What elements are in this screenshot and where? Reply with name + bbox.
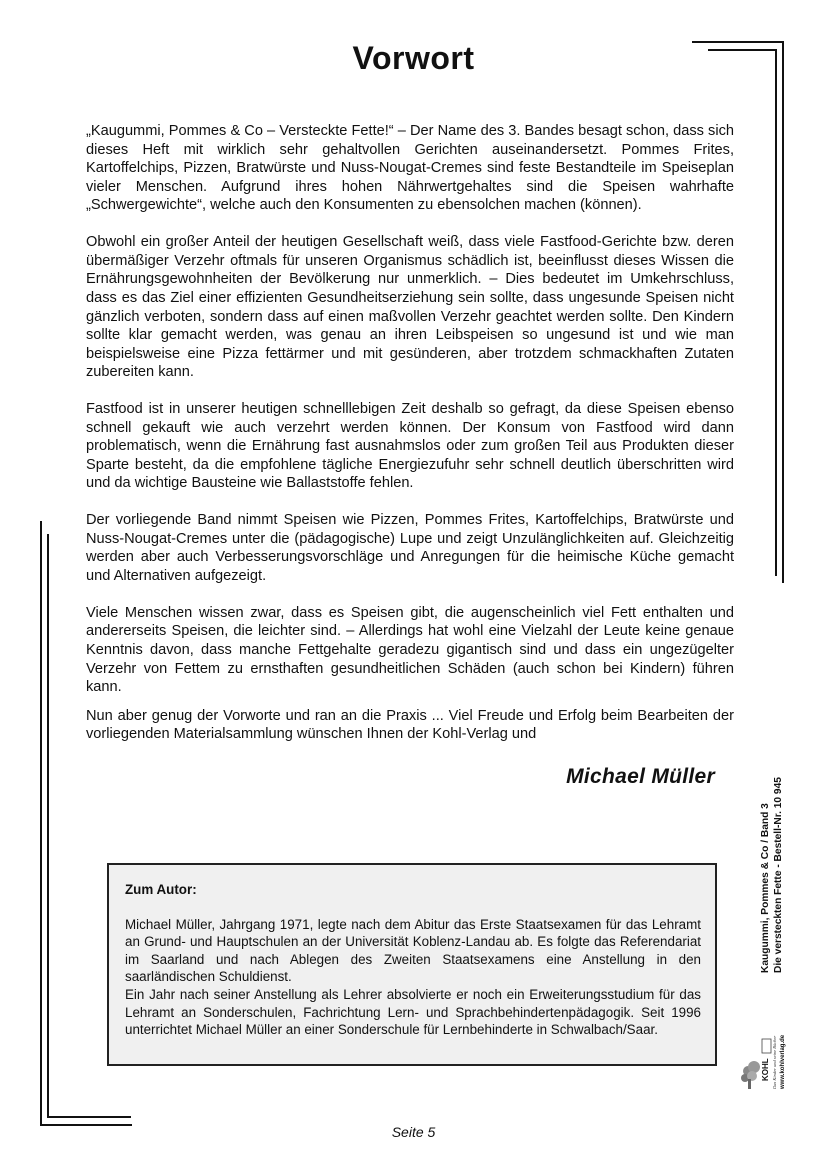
side-label-line-1: Kaugummi, Pommes & Co / Band 3: [760, 803, 771, 973]
preface-paragraph-1: „Kaugummi, Pommes & Co – Versteckte Fette!“ – Der Name des 3. Bandes besagt schon, dass sich dieses Heft mit wirklich sehr gehaltvollen Gerichten auseinandersetzt. Pommes Frites, Kartoffelchips, Pizzen, Bratwürste und Nuss-Nougat-Cremes sind feste Bestandteile im Speiseplan vieler Menschen. Aufgrund ihres hohen Nährwertgehaltes sind die Speisen wahrhafte „Schwergewichte“, welche auch den Konsumenten zu ebensolchen machen (können).: [86, 123, 734, 214]
publisher-logo: [738, 983, 786, 1095]
page-number: Seite 5: [391, 1124, 436, 1140]
author-signature: Michael Müller: [566, 765, 715, 788]
about-author-text: Michael Müller, Jahrgang 1971, legte nach dem Abitur das Erste Staatsexamen für das Lehramt an Grund- und Hauptschulen an der Universität Koblenz-Landau ab. Es folgte das Referendariat im Saarland und nach Ablegen des Zweiten Staatsexamens eine Anstellung in den saarländischen Schuldienst. Ein Jahr nach seiner Anstellung als Lehrer absolvierte er noch ein Erweiterungsstudium für das Lehramt an Sonderschulen, Fachrichtung Lern- und Sprachbehindertenpädagogik. Seit 1996 unterrichtet Michael Müller an einer Sonderschule für Lernbehinderte in Schwalbach/Saar.: [125, 916, 701, 1038]
side-publication-label: [760, 745, 790, 1089]
publisher-logo-tagline: Das Kinder und seine Bücher: [772, 1035, 777, 1089]
frame-bottom-left-inner: [47, 1116, 131, 1118]
preface-paragraph-2: Obwohl ein großer Anteil der heutigen Gesellschaft weiß, dass viele Fastfood-Gerichte bzw. deren übermäßiger Verzehr oftmals für unseren Organismus schädlich ist, beeinflusst dieses Wissen die Ernährungsgewohnheiten der Bevölkerung nur unmerklich. – Dies bedeutet im Umkehrschluss, dass es das Ziel einer effizienten Gesundheitserziehung sein sollte, dass ungesunde Speisen nicht gänzlich verboten, sondern dass auf einen maßvollen Verzehr geachtet werden sollte. Den Kindern sollte klar gemacht werden, was genau an ihren Leibspeisen so ungesund ist und wie man beispielsweise eine Pizza fettärmer und mit gesünderen, aber trotzdem schmackhaften Zutaten zubereiten kann.: [86, 234, 734, 381]
preface-paragraph-6: Nun aber genug der Vorworte und ran an die Praxis ... Viel Freude und Erfolg beim Bearbeiten der vorliegenden Materialsammlung wünschen Ihnen der Kohl-Verlag und: [86, 707, 734, 743]
preface-body: [86, 122, 734, 762]
preface-paragraph-5: Viele Menschen wissen zwar, dass es Speisen gibt, die augenscheinlich viel Fett enthalten und andererseits Speisen, die leichter sind. – Allerdings hat wohl eine Vielzahl der Leute keine genaue Kenntnis davon, dass manche Fettgehalte geradezu gigantisch sind und dass ein ungezügelter Verzehr von Fettem zu ernsthaften gesundheitlichen Schäden (auch schon bei Kindern) führen kann.: [86, 604, 734, 696]
about-author-box: [107, 863, 717, 1066]
frame-left-inner: [47, 534, 49, 1118]
side-label-text: [760, 745, 785, 973]
about-author-heading: Zum Autor:: [125, 882, 197, 897]
publisher-logo-name: KOHL: [761, 1058, 770, 1081]
frame-right-inner: [775, 49, 777, 576]
preface-paragraph-4: Der vorliegende Band nimmt Speisen wie Pizzen, Pommes Frites, Kartoffelchips, Bratwürste und Nuss-Nougat-Cremes unter die (pädagogische) Lupe und zeigt Unzulänglichkeiten auf. Gleichzeitig werden aber auch Verbesserungsvorschläge und Anregungen für die heimische Küche gemacht und Alternativen aufgezeigt.: [86, 512, 734, 585]
page-title: Vorwort: [352, 40, 475, 76]
side-label-line-2: Die versteckten Fette - Bestell-Nr. 10 945: [772, 777, 784, 973]
preface-paragraph-3: Fastfood ist in unserer heutigen schnelllebigen Zeit deshalb so gefragt, da diese Speisen ebenso schnell gekauft wie auch verzehrt werden können. Der Konsum von Fastfood wird dann problematisch, wenn die Ernährung fast ausnahmslos oder zum großen Teil aus Produkten dieser Sparte besteht, da die empfohlene tägliche Energiezufuhr sehr schnell deutlich überschritten wird und da wichtige Bausteine wie Ballaststoffe fehlen.: [86, 401, 734, 492]
publisher-logo-url: www.kohlverlag.de: [780, 1034, 786, 1089]
tree-icon: [741, 1061, 760, 1089]
frame-left-outer: [40, 521, 42, 1125]
frame-right-outer: [782, 41, 784, 583]
